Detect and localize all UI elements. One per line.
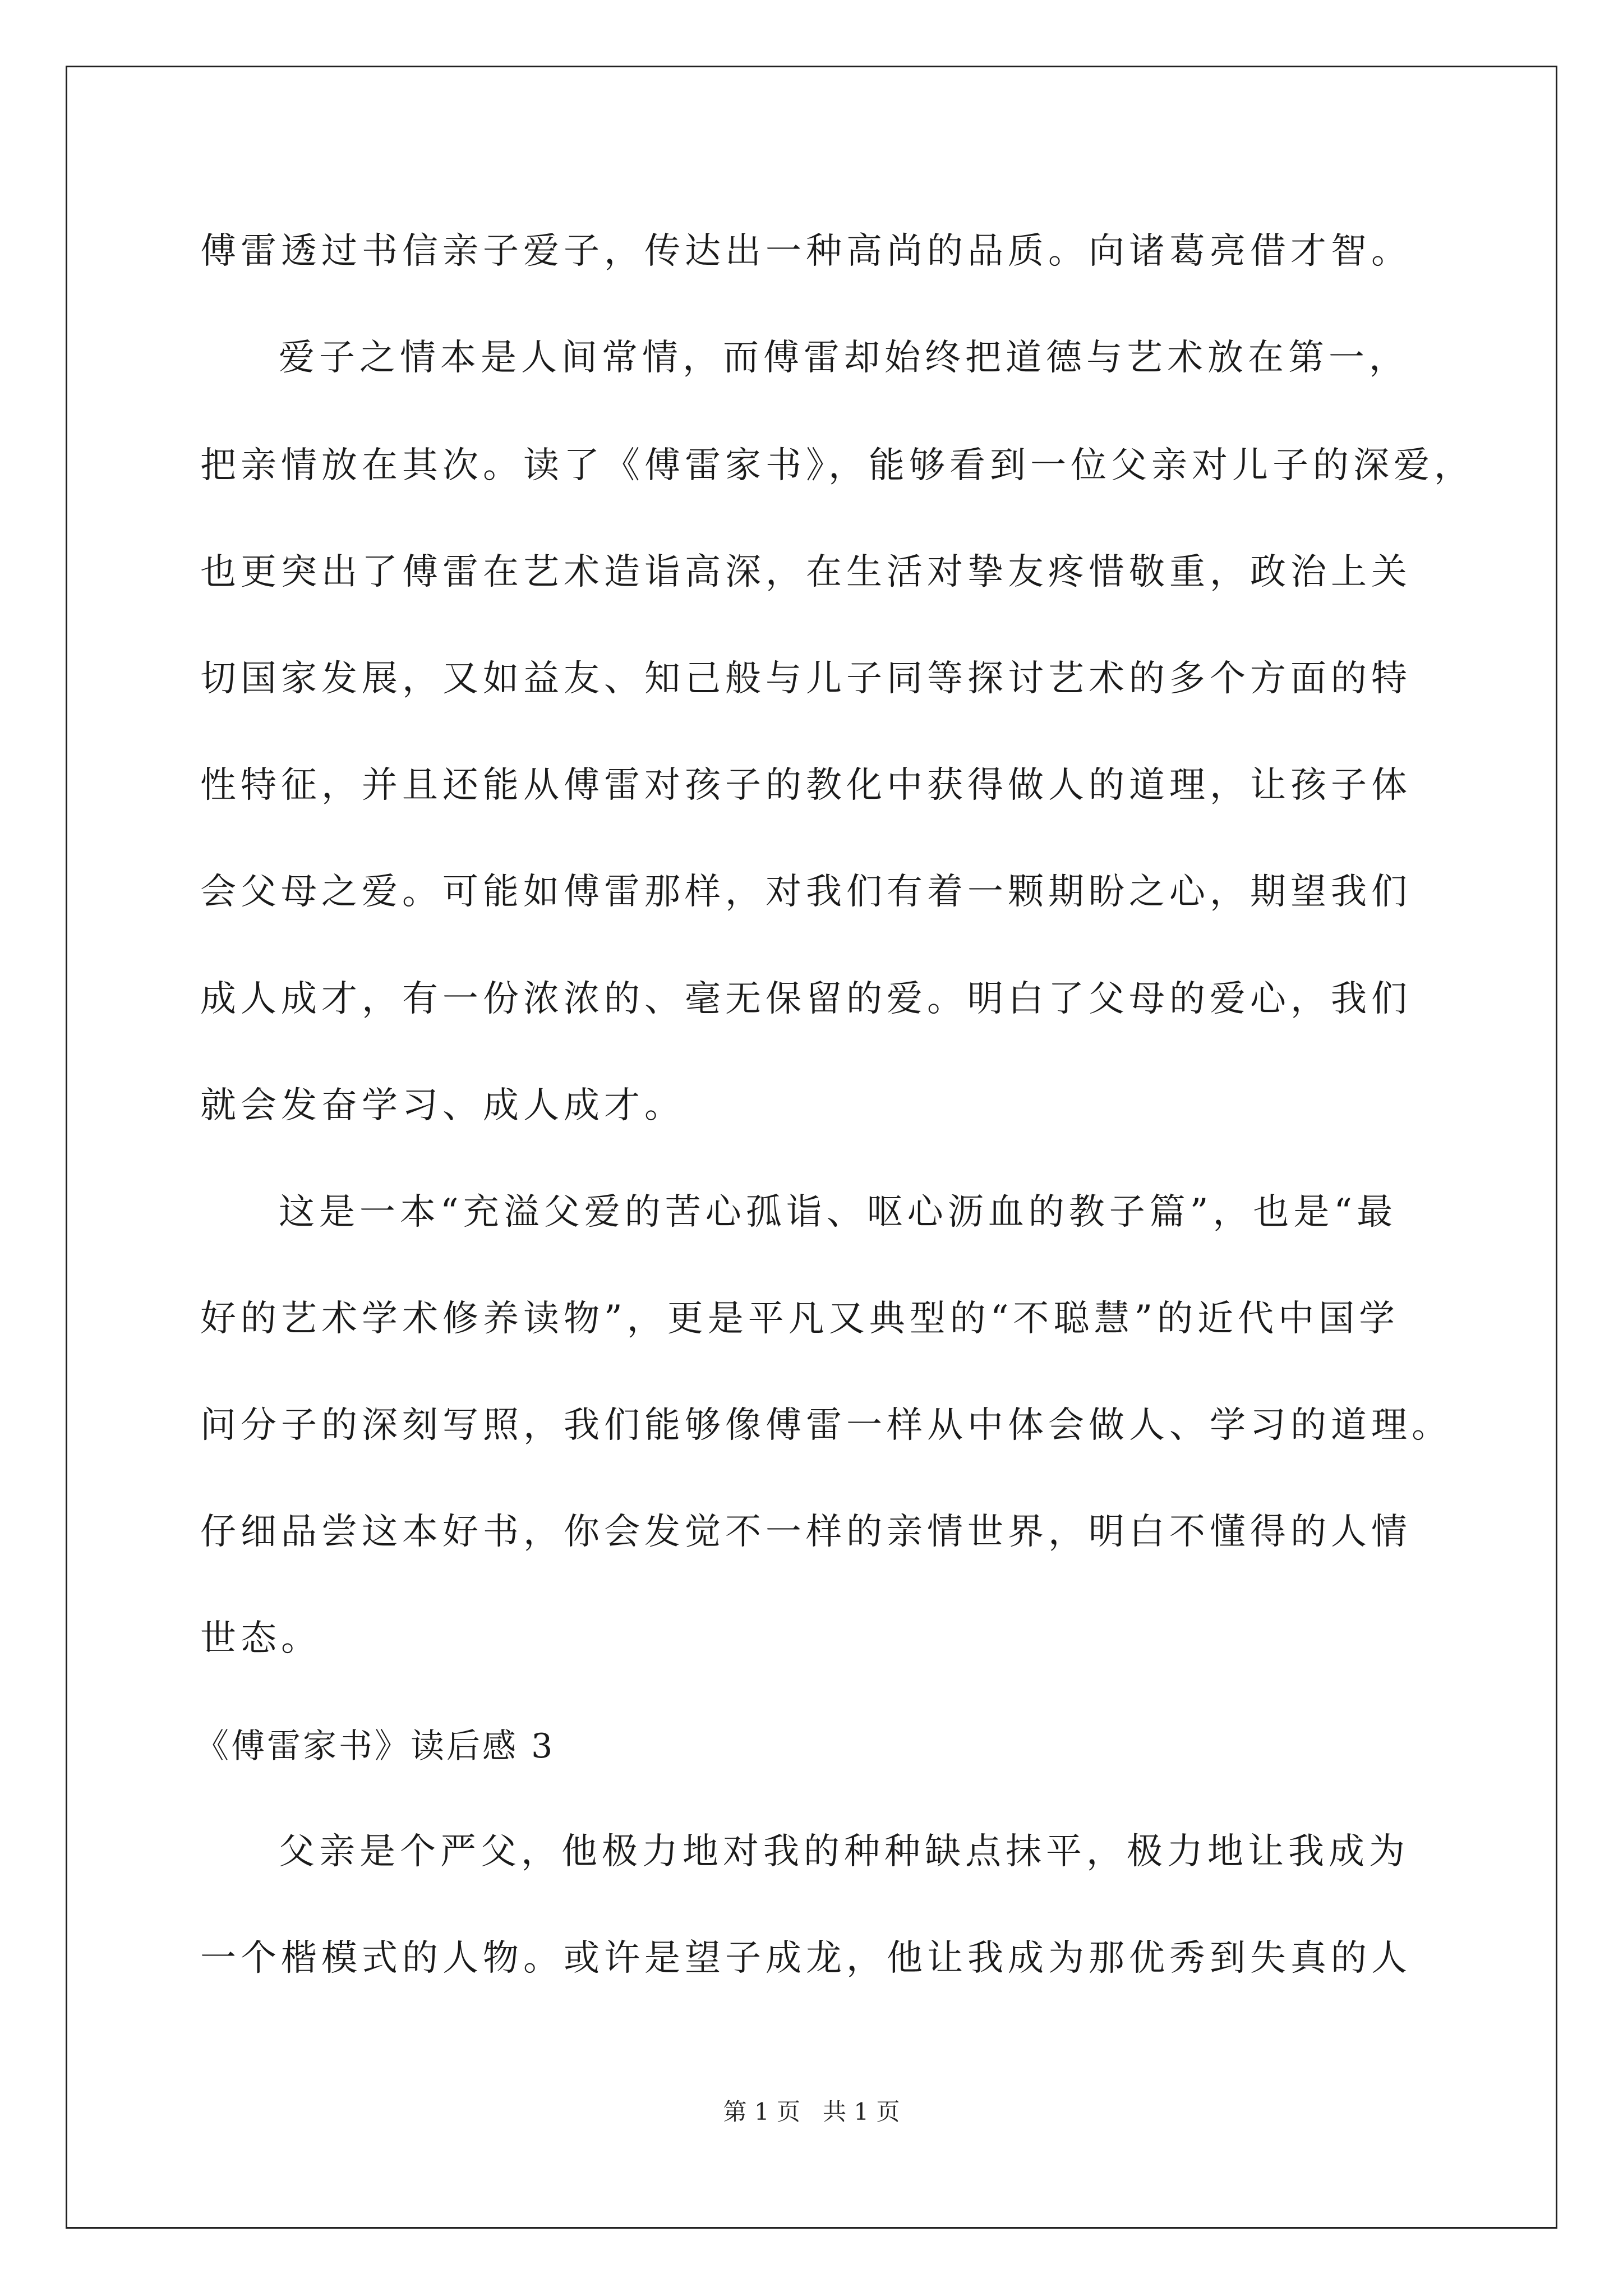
text-line: 一个楷模式的人物。或许是望子成龙，他让我成为那优秀到失真的人 [200, 1938, 1412, 1979]
text-line: 好的艺术学术修养读物”，更是平凡又典型的“不聪慧”的近代中国学 [200, 1298, 1400, 1340]
text-line: 切国家发展，又如益友、知己般与儿子同等探讨艺术的多个方面的特 [200, 658, 1412, 700]
text-line: 会父母之爱。可能如傅雷那样，对我们有着一颗期盼之心，期望我们 [200, 871, 1412, 913]
text-line: 仔细品尝这本好书，你会发觉不一样的亲情世界，明白不懂得的人情 [200, 1511, 1412, 1553]
text-line: 世态。 [200, 1618, 321, 1659]
text-line: 爱子之情本是人间常情，而傅雷却始终把道德与艺术放在第一， [279, 337, 1409, 379]
page-footer: 第 1 页 共 1 页 [723, 2098, 900, 2125]
text-line: 傅雷透过书信亲子爱子，传达出一种高尚的品质。向诸葛亮借才智。 [200, 231, 1412, 272]
page-border [66, 66, 1557, 2229]
text-line: 也更突出了傅雷在艺术造诣高深，在生活对挚友疼惜敬重，政治上关 [200, 551, 1412, 593]
text-line: 这是一本“充溢父爱的苦心孤诣、呕心沥血的教子篇”，也是“最 [279, 1191, 1398, 1233]
text-line: 就会发奋学习、成人成才。 [200, 1085, 685, 1126]
text-line: 性特征，并且还能从傅雷对孩子的教化中获得做人的道理，让孩子体 [200, 765, 1412, 806]
text-line: 问分子的深刻写照，我们能够像傅雷一样从中体会做人、学习的道理。 [200, 1405, 1452, 1446]
section-heading: 《傅雷家书》读后感 3 [195, 1727, 555, 1766]
text-line: 父亲是个严父，他极力地对我的种种缺点抹平，极力地让我成为 [279, 1831, 1409, 1872]
text-line: 成人成才，有一份浓浓的、毫无保留的爱。明白了父母的爱心，我们 [200, 978, 1412, 1020]
text-line: 把亲情放在其次。读了《傅雷家书》，能够看到一位父亲对儿子的深爱， [200, 445, 1474, 486]
